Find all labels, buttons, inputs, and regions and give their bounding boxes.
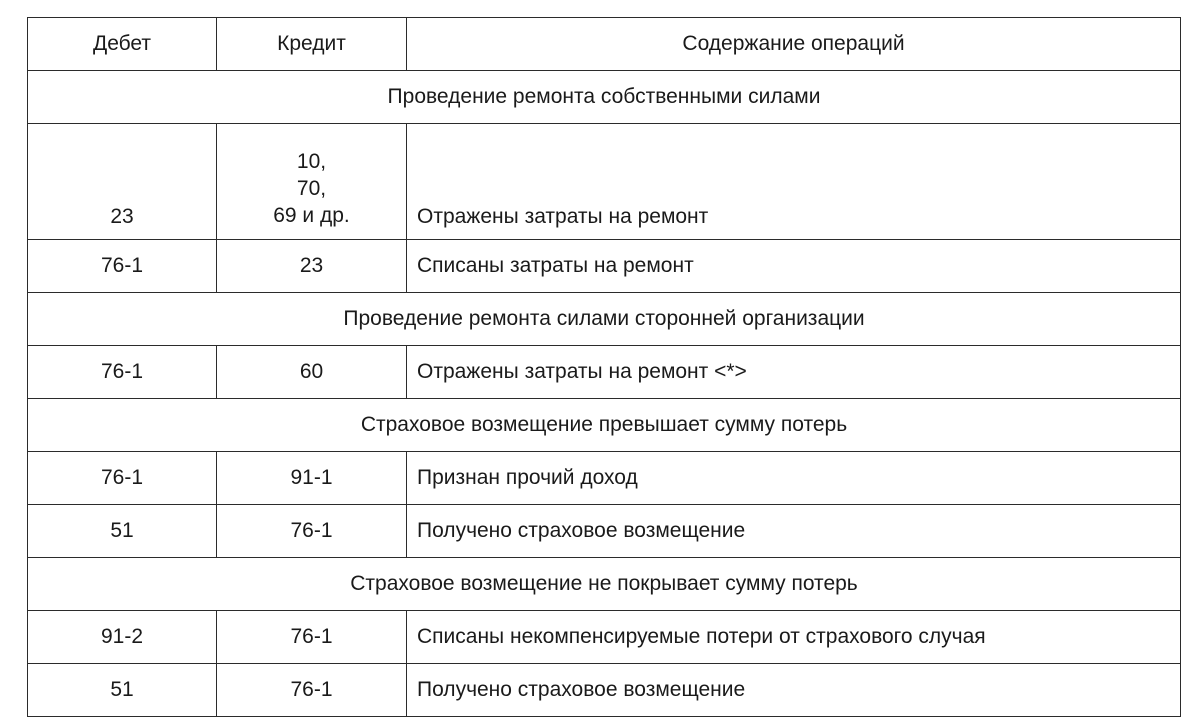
header-row <box>28 18 1181 71</box>
section-row <box>28 71 1181 124</box>
debit-cell: 76-1 <box>28 240 217 293</box>
debit-cell: 51 <box>28 505 217 558</box>
credit-cell: 76-1 <box>217 664 407 717</box>
table-row <box>28 346 1181 399</box>
credit-cell: 76-1 <box>217 505 407 558</box>
description-cell: Отражены затраты на ремонт <*> <box>407 346 1181 399</box>
header-description: Содержание операций <box>407 18 1181 71</box>
credit-line: 10, <box>296 150 327 173</box>
credit-cell: 60 <box>217 346 407 399</box>
header-debit: Дебет <box>28 18 217 71</box>
section-row <box>28 399 1181 452</box>
table-row <box>28 611 1181 664</box>
debit-cell: 76-1 <box>28 452 217 505</box>
table-row <box>28 240 1181 293</box>
table-row <box>28 664 1181 717</box>
section-title: Проведение ремонта собственными силами <box>28 71 1181 124</box>
description-cell: Признан прочий доход <box>407 452 1181 505</box>
table-row <box>28 124 1181 240</box>
description-cell: Получено страховое возмещение <box>407 664 1181 717</box>
credit-line: 70, <box>296 177 327 200</box>
table-row <box>28 452 1181 505</box>
description-cell: Получено страховое возмещение <box>407 505 1181 558</box>
credit-cell: 23 <box>217 240 407 293</box>
debit-cell: 51 <box>28 664 217 717</box>
description-cell: Списаны некомпенсируемые потери от страхового случая <box>407 611 1181 664</box>
debit-cell: 23 <box>28 124 217 240</box>
description-cell: Списаны затраты на ремонт <box>407 240 1181 293</box>
accounting-entries-table <box>27 17 1181 717</box>
debit-cell: 76-1 <box>28 346 217 399</box>
credit-line: 69 и др. <box>273 204 350 227</box>
debit-cell: 91-2 <box>28 611 217 664</box>
section-row <box>28 558 1181 611</box>
credit-cell: 76-1 <box>217 611 407 664</box>
section-row <box>28 293 1181 346</box>
credit-cell <box>217 124 407 240</box>
section-title: Проведение ремонта силами сторонней организации <box>28 293 1181 346</box>
credit-cell: 91-1 <box>217 452 407 505</box>
section-title: Страховое возмещение превышает сумму потерь <box>28 399 1181 452</box>
description-cell: Отражены затраты на ремонт <box>407 124 1181 240</box>
section-title: Страховое возмещение не покрывает сумму потерь <box>28 558 1181 611</box>
header-credit: Кредит <box>217 18 407 71</box>
table-row <box>28 505 1181 558</box>
